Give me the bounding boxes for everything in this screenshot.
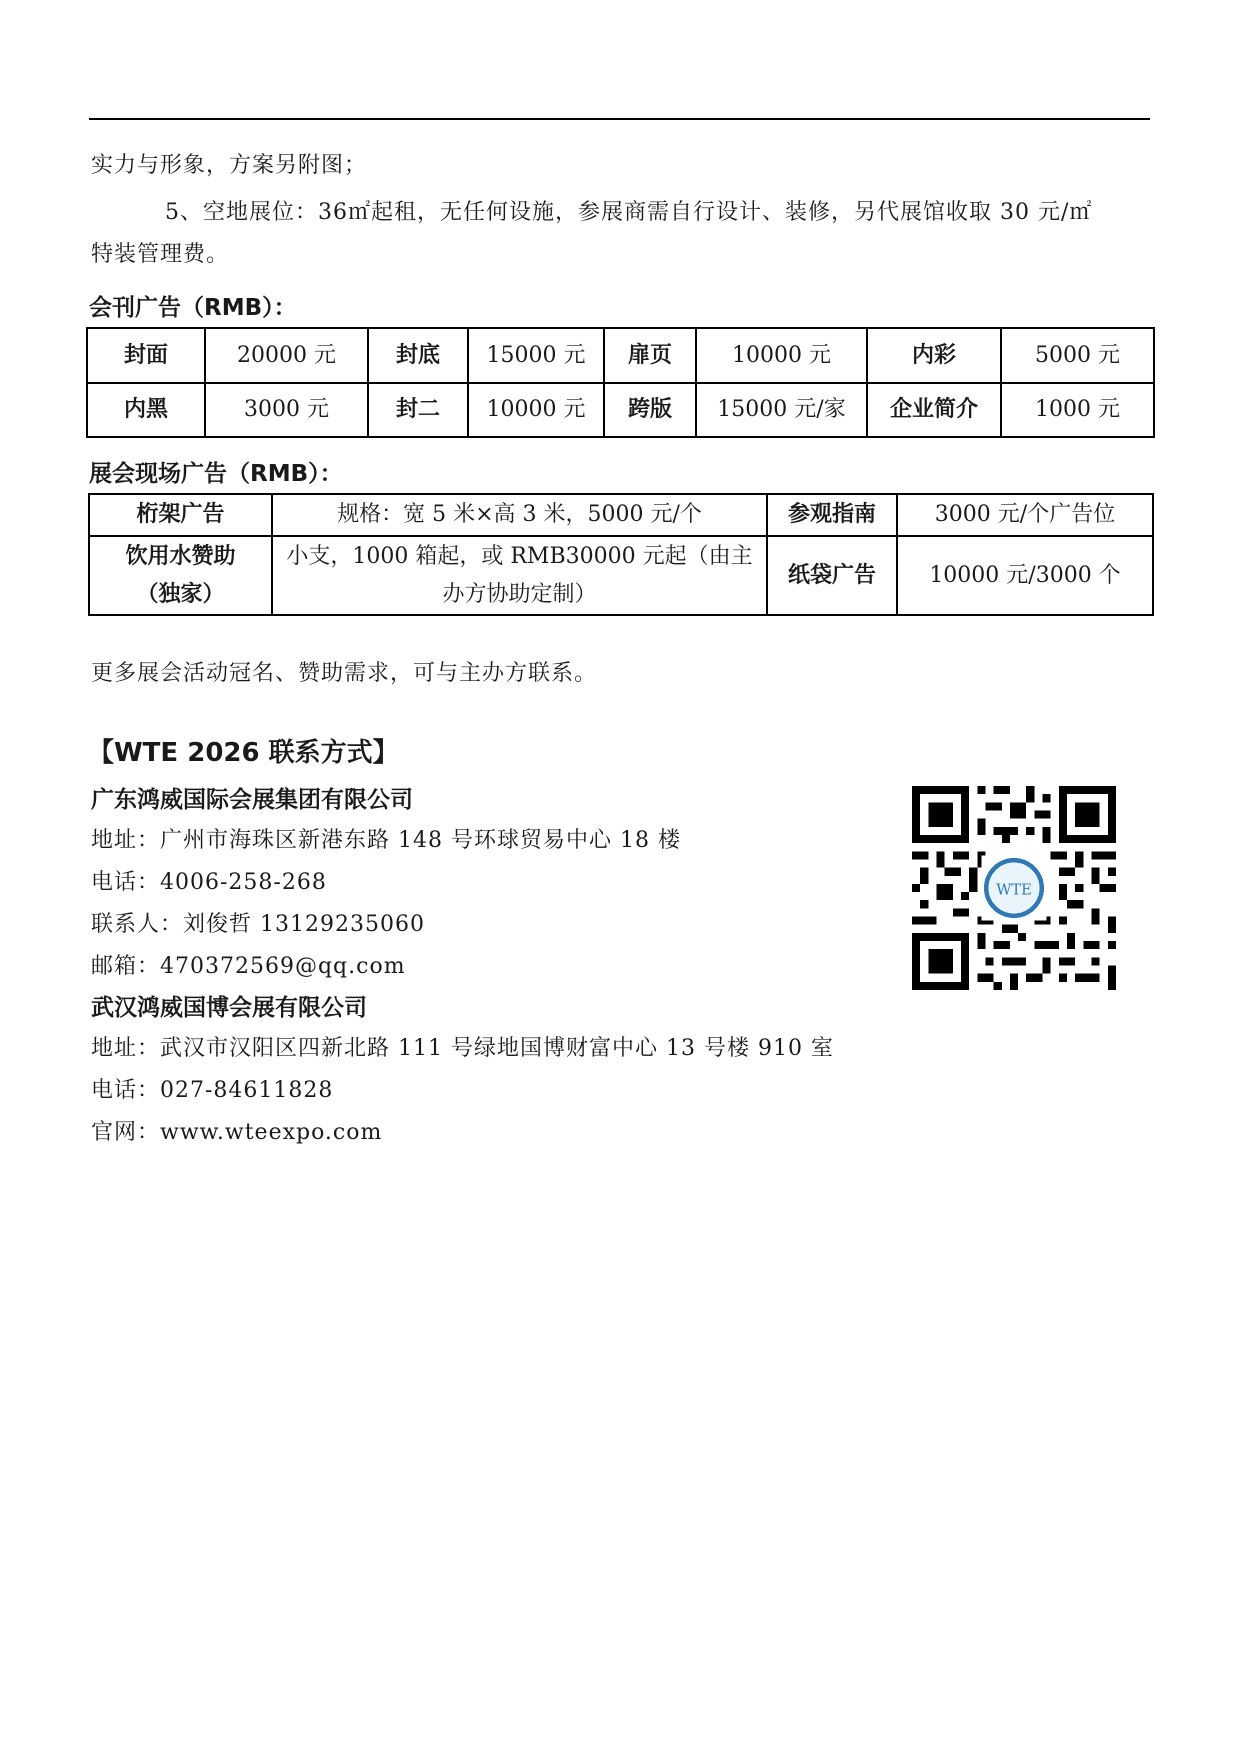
onsite-ad-table <box>88 493 1154 616</box>
magazine-label: 企业简介 <box>867 383 1001 437</box>
qr-code <box>912 786 1116 990</box>
company-1-email: 邮箱：470372569@qq.com <box>91 954 406 979</box>
truss-ad-value: 规格：宽 5 米×高 3 米，5000 元/个 <box>272 494 767 536</box>
magazine-price: 15000 元/家 <box>696 383 867 437</box>
intro-line-2: 5、空地展位：36㎡起租，无任何设施，参展商需自行设计、装修，另代展馆收取 30 元/㎡ <box>165 200 1093 225</box>
magazine-row <box>87 328 1154 383</box>
contact-heading: 【WTE 2026 联系方式】 <box>88 738 399 768</box>
visitor-guide-value: 3000 元/个广告位 <box>897 494 1153 536</box>
magazine-price: 10000 元 <box>696 328 867 383</box>
water-sponsor-label <box>89 536 272 615</box>
qr-logo-text: WTE <box>996 881 1032 899</box>
water-sponsor-label-line-1: 饮用水赞助 <box>125 543 236 569</box>
header-rule <box>89 118 1150 120</box>
water-sponsor-value-line-1: 小支，1000 箱起，或 RMB30000 元起（由主 <box>286 543 753 569</box>
magazine-label: 封面 <box>87 328 205 383</box>
company-2-name: 武汉鸿威国博会展有限公司 <box>91 995 367 1021</box>
company-2-phone: 电话：027-84611828 <box>91 1078 334 1103</box>
truss-ad-label: 桁架广告 <box>89 494 272 536</box>
more-sponsorship-note: 更多展会活动冠名、赞助需求，可与主办方联系。 <box>91 661 598 686</box>
company-1-phone: 电话：4006-258-268 <box>91 870 327 895</box>
company-1-address: 地址：广州市海珠区新港东路 148 号环球贸易中心 18 楼 <box>91 828 681 853</box>
water-sponsor-value <box>272 536 767 615</box>
magazine-row <box>87 383 1154 437</box>
water-sponsor-label-line-2: （独家） <box>136 581 225 607</box>
magazine-label: 内黑 <box>87 383 205 437</box>
paper-bag-ad-label: 纸袋广告 <box>767 536 897 615</box>
onsite-row <box>89 494 1153 536</box>
magazine-price: 20000 元 <box>205 328 368 383</box>
magazine-price: 10000 元 <box>468 383 604 437</box>
magazine-ad-table <box>86 327 1155 438</box>
intro-line-1: 实力与形象，方案另附图； <box>91 153 368 178</box>
magazine-label: 内彩 <box>867 328 1001 383</box>
company-1-name: 广东鸿威国际会展集团有限公司 <box>91 787 413 813</box>
company-1-contact-person: 联系人：刘俊哲 13129235060 <box>91 912 425 937</box>
magazine-price: 1000 元 <box>1001 383 1154 437</box>
magazine-label: 扉页 <box>604 328 696 383</box>
onsite-ad-heading: 展会现场广告（RMB）： <box>89 461 343 487</box>
company-2-address: 地址：武汉市汉阳区四新北路 111 号绿地国博财富中心 13 号楼 910 室 <box>91 1036 834 1061</box>
paper-bag-ad-value: 10000 元/3000 个 <box>897 536 1153 615</box>
magazine-price: 15000 元 <box>468 328 604 383</box>
magazine-label: 封二 <box>368 383 468 437</box>
company-2-website: 官网：www.wteexpo.com <box>91 1120 383 1145</box>
magazine-label: 跨版 <box>604 383 696 437</box>
visitor-guide-label: 参观指南 <box>767 494 897 536</box>
intro-line-3: 特装管理费。 <box>91 242 230 267</box>
water-sponsor-value-line-2: 办方协助定制） <box>442 581 597 607</box>
magazine-price: 3000 元 <box>205 383 368 437</box>
onsite-row <box>89 536 1153 615</box>
magazine-ad-heading: 会刊广告（RMB）： <box>89 295 297 321</box>
magazine-price: 5000 元 <box>1001 328 1154 383</box>
magazine-label: 封底 <box>368 328 468 383</box>
